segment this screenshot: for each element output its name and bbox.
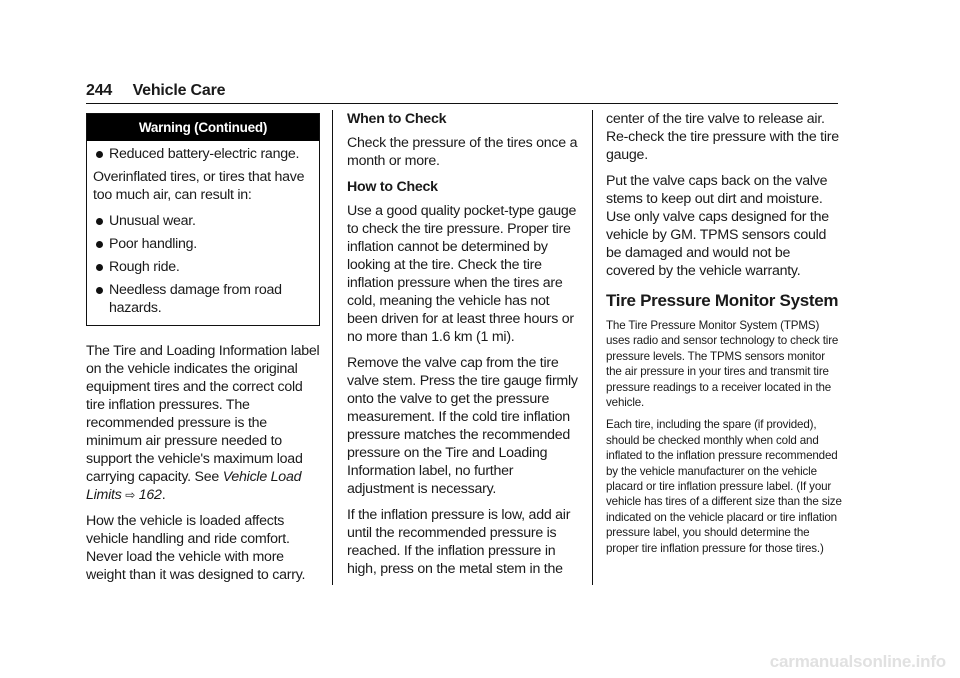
paragraph: Each tire, including the spare (if provided), should be checked monthly when cold and inflated to the inflation pressure recommended by the vehicle manufacturer on the vehicle placard or tire inflation pressure label. (If your vehicle has tires of a different size than the size indicated on the vehicle placard or tire inflation pressure label, you should determine the proper tire inflation pressure for those tires.)	[606, 418, 842, 555]
warning-text: Overinflated tires, or tires that have too much air, can result in:	[93, 169, 305, 203]
column-3	[606, 110, 842, 563]
bullet-icon	[96, 218, 103, 225]
section-title: Vehicle Care	[132, 82, 226, 99]
column-2	[347, 110, 579, 586]
bullet-icon	[96, 264, 103, 271]
bullet-icon	[96, 287, 103, 294]
page-number: 244	[86, 82, 113, 99]
bullet-icon	[96, 151, 103, 158]
cross-reference-page[interactable]: 162	[138, 487, 162, 503]
list-item: Rough ride.	[93, 258, 311, 276]
warning-box	[86, 113, 320, 326]
paragraph: The Tire Pressure Monitor System (TPMS) uses radio and sensor technology to check tire pressure levels. The TPMS sensors monitor the air pressure in your tires and transmit tire pressure readings to a receiver located in the vehicle.	[606, 319, 839, 410]
subheading-when-to-check: When to Check	[347, 111, 447, 127]
paragraph: The Tire and Loading Information label on the vehicle indicates the original equipment tires and the correct cold tire inflation pressures. The recommended pressure is the minimum air pressure needed to support the vehicle's maximum load carrying capacity. See Vehicle Load Limits ⇨ 162.	[86, 343, 320, 503]
section-heading-tpms: Tire Pressure Monitor System	[606, 291, 839, 310]
warning-title: Warning (Continued)	[87, 114, 319, 141]
paragraph: Remove the valve cap from the tire valve stem. Press the tire gauge firmly onto the valve to get the pressure measurement. If the cold tire inflation pressure matches the recommended pressure on the Tire and Loading Information label, no further adjustment is necessary.	[347, 355, 578, 497]
header-rule	[86, 103, 838, 104]
paragraph: Check the pressure of the tires once a month or more.	[347, 135, 578, 169]
list-item: Unusual wear.	[93, 212, 311, 230]
paragraph: How the vehicle is loaded affects vehicle handling and ride comfort. Never load the vehicle with more weight than it was designed to carry.	[86, 513, 306, 583]
paragraph: Use a good quality pocket-type gauge to check the tire pressure. Proper tire inflation cannot be determined by looking at the tire. Check the tire inflation pressure when the tires are cold, meaning the vehicle has not been driven for at least three hours or no more than 1.6 km (1 mi).	[347, 203, 577, 345]
page-header	[86, 82, 838, 102]
list-item: Poor handling.	[93, 235, 311, 253]
column-1	[86, 113, 320, 592]
cross-reference-link[interactable]: Vehicle Load Limits	[86, 469, 302, 503]
column-divider	[332, 110, 333, 585]
list-item: Reduced battery-electric range.	[93, 145, 311, 163]
column-divider	[592, 110, 593, 585]
paragraph: If the inflation pressure is low, add air until the recommended pressure is reached. If the inflation pressure in high, press on the metal stem in the	[347, 507, 571, 577]
paragraph: Put the valve caps back on the valve stems to keep out dirt and moisture. Use only valve caps designed for the vehicle by GM. TPMS sensors could be damaged and would not be covered by the vehicle warranty.	[606, 173, 829, 279]
list-item: Needless damage from road hazards.	[93, 281, 311, 317]
subheading-how-to-check: How to Check	[347, 179, 438, 195]
arrow-icon: ⇨	[125, 488, 136, 502]
bullet-icon	[96, 241, 103, 248]
watermark: carmanualsonline.info	[769, 652, 946, 671]
paragraph: center of the tire valve to release air. Re-check the tire pressure with the tire gauge.	[606, 111, 839, 163]
